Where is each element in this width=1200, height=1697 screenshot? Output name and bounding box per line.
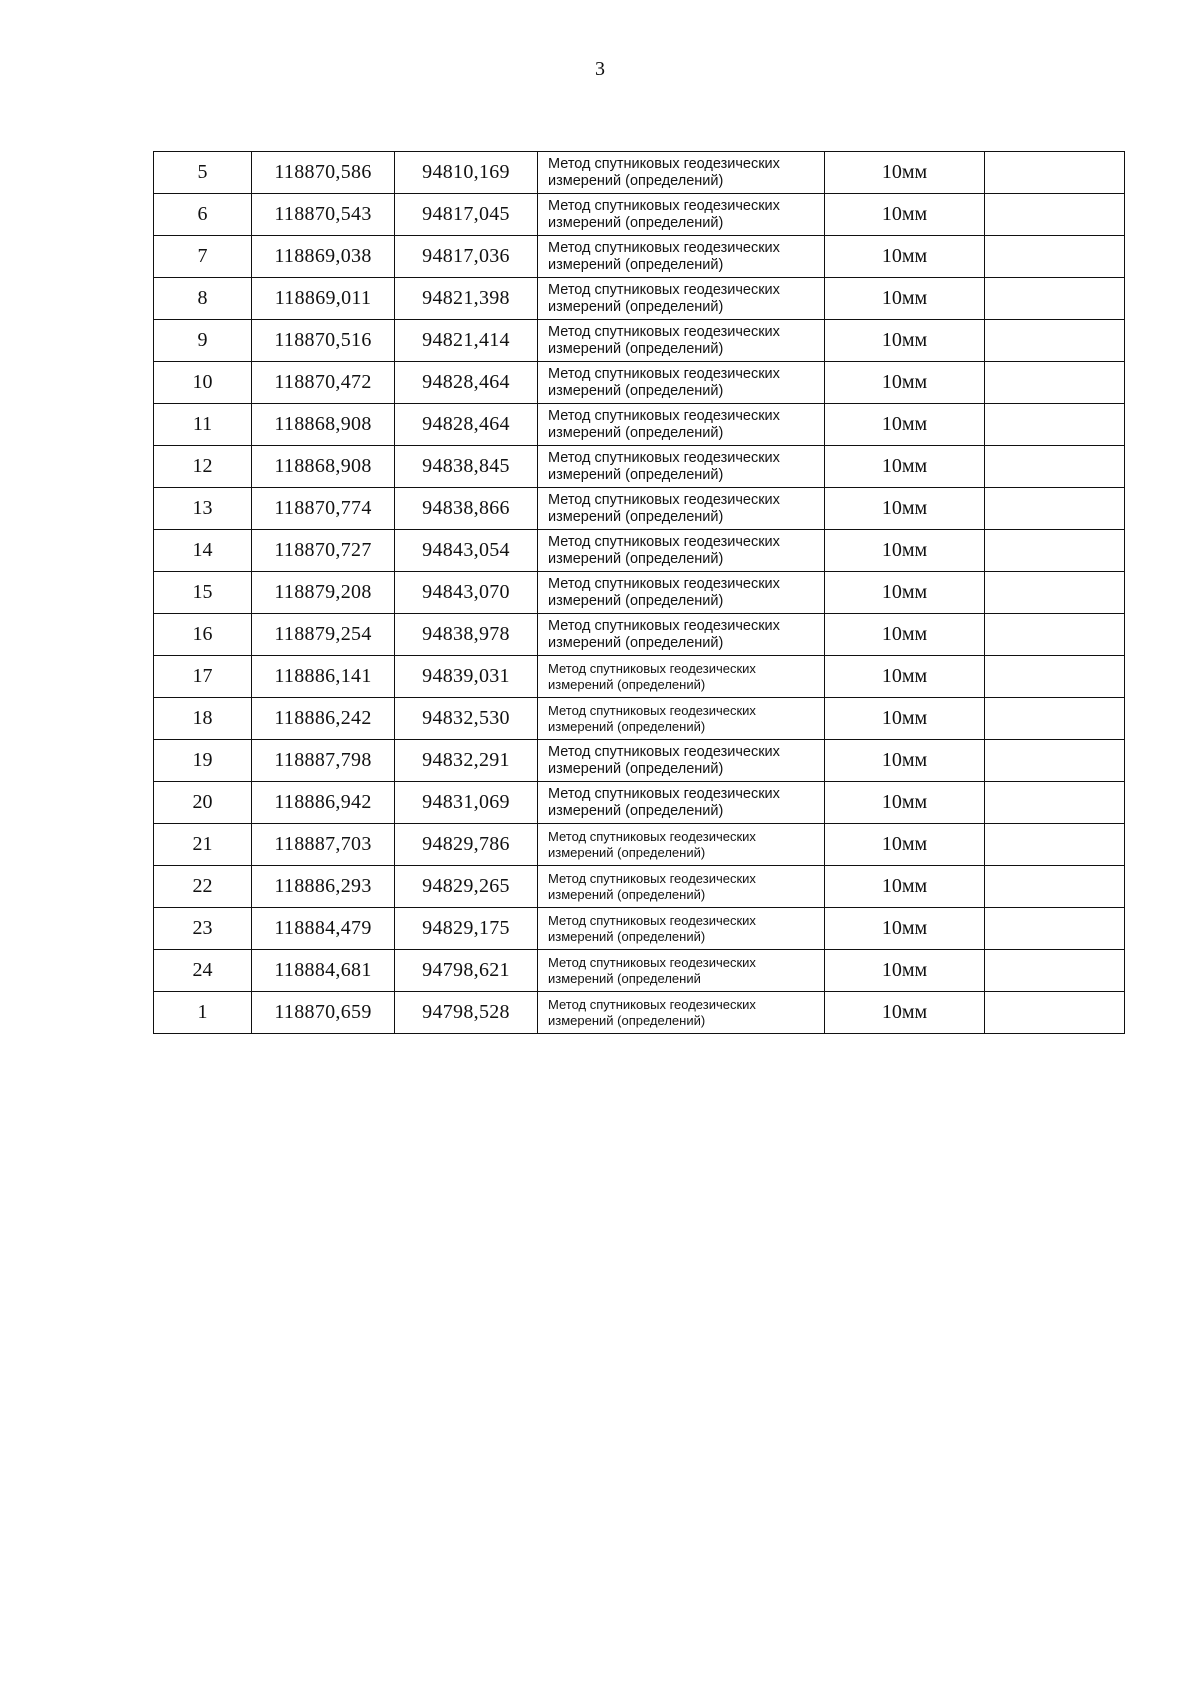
- accuracy-cell: 10мм: [825, 446, 985, 488]
- table-row: [154, 278, 1125, 320]
- y-coordinate-cell: 94831,069: [395, 782, 538, 824]
- point-number-cell: 19: [154, 740, 252, 782]
- method-cell: Метод спутниковых геодезических измерений (определений): [538, 278, 825, 320]
- y-coordinate-cell: 94828,464: [395, 362, 538, 404]
- point-number-cell: 22: [154, 866, 252, 908]
- point-number-cell: 15: [154, 572, 252, 614]
- table-row: [154, 446, 1125, 488]
- y-coordinate-cell: 94838,866: [395, 488, 538, 530]
- accuracy-cell: 10мм: [825, 236, 985, 278]
- accuracy-cell: 10мм: [825, 278, 985, 320]
- y-coordinate-cell: 94838,978: [395, 614, 538, 656]
- accuracy-cell: 10мм: [825, 656, 985, 698]
- method-cell: Метод спутниковых геодезических измерений (определений): [538, 530, 825, 572]
- point-number-cell: 18: [154, 698, 252, 740]
- method-cell: Метод спутниковых геодезических измерений (определений): [538, 992, 825, 1034]
- method-cell: Метод спутниковых геодезических измерений (определений): [538, 362, 825, 404]
- method-cell: Метод спутниковых геодезических измерений (определений): [538, 656, 825, 698]
- y-coordinate-cell: 94798,528: [395, 992, 538, 1034]
- extra-cell: [985, 530, 1125, 572]
- y-coordinate-cell: 94821,398: [395, 278, 538, 320]
- table-row: [154, 992, 1125, 1034]
- x-coordinate-cell: 118887,798: [252, 740, 395, 782]
- y-coordinate-cell: 94843,070: [395, 572, 538, 614]
- method-cell: Метод спутниковых геодезических измерений (определений): [538, 698, 825, 740]
- extra-cell: [985, 866, 1125, 908]
- table-row: [154, 866, 1125, 908]
- table-row: [154, 152, 1125, 194]
- table-row: [154, 740, 1125, 782]
- point-number-cell: 14: [154, 530, 252, 572]
- extra-cell: [985, 950, 1125, 992]
- point-number-cell: 1: [154, 992, 252, 1034]
- accuracy-cell: 10мм: [825, 572, 985, 614]
- table-row: [154, 362, 1125, 404]
- x-coordinate-cell: 118870,659: [252, 992, 395, 1034]
- accuracy-cell: 10мм: [825, 992, 985, 1034]
- extra-cell: [985, 740, 1125, 782]
- extra-cell: [985, 320, 1125, 362]
- extra-cell: [985, 782, 1125, 824]
- x-coordinate-cell: 118886,141: [252, 656, 395, 698]
- y-coordinate-cell: 94810,169: [395, 152, 538, 194]
- table-row: [154, 320, 1125, 362]
- y-coordinate-cell: 94832,530: [395, 698, 538, 740]
- table-row: [154, 782, 1125, 824]
- table-row: [154, 194, 1125, 236]
- table-row: [154, 404, 1125, 446]
- accuracy-cell: 10мм: [825, 194, 985, 236]
- point-number-cell: 23: [154, 908, 252, 950]
- y-coordinate-cell: 94838,845: [395, 446, 538, 488]
- x-coordinate-cell: 118870,472: [252, 362, 395, 404]
- x-coordinate-cell: 118886,942: [252, 782, 395, 824]
- table-row: [154, 572, 1125, 614]
- x-coordinate-cell: 118870,586: [252, 152, 395, 194]
- x-coordinate-cell: 118886,293: [252, 866, 395, 908]
- point-number-cell: 7: [154, 236, 252, 278]
- page-number: 3: [595, 58, 605, 80]
- extra-cell: [985, 992, 1125, 1034]
- accuracy-cell: 10мм: [825, 152, 985, 194]
- extra-cell: [985, 236, 1125, 278]
- method-cell: Метод спутниковых геодезических измерений (определений): [538, 824, 825, 866]
- y-coordinate-cell: 94839,031: [395, 656, 538, 698]
- point-number-cell: 16: [154, 614, 252, 656]
- point-number-cell: 24: [154, 950, 252, 992]
- x-coordinate-cell: 118869,038: [252, 236, 395, 278]
- point-number-cell: 8: [154, 278, 252, 320]
- accuracy-cell: 10мм: [825, 404, 985, 446]
- x-coordinate-cell: 118884,681: [252, 950, 395, 992]
- extra-cell: [985, 404, 1125, 446]
- method-cell: Метод спутниковых геодезических измерений (определений): [538, 782, 825, 824]
- extra-cell: [985, 572, 1125, 614]
- x-coordinate-cell: 118870,774: [252, 488, 395, 530]
- table-body: [154, 152, 1125, 1034]
- extra-cell: [985, 488, 1125, 530]
- point-number-cell: 12: [154, 446, 252, 488]
- y-coordinate-cell: 94843,054: [395, 530, 538, 572]
- method-cell: Метод спутниковых геодезических измерений (определений): [538, 446, 825, 488]
- extra-cell: [985, 362, 1125, 404]
- extra-cell: [985, 152, 1125, 194]
- extra-cell: [985, 278, 1125, 320]
- extra-cell: [985, 656, 1125, 698]
- accuracy-cell: 10мм: [825, 530, 985, 572]
- method-cell: Метод спутниковых геодезических измерений (определений): [538, 320, 825, 362]
- x-coordinate-cell: 118868,908: [252, 446, 395, 488]
- y-coordinate-cell: 94817,045: [395, 194, 538, 236]
- accuracy-cell: 10мм: [825, 824, 985, 866]
- table-row: [154, 824, 1125, 866]
- accuracy-cell: 10мм: [825, 740, 985, 782]
- x-coordinate-cell: 118879,254: [252, 614, 395, 656]
- method-cell: Метод спутниковых геодезических измерений (определений): [538, 740, 825, 782]
- accuracy-cell: 10мм: [825, 488, 985, 530]
- point-number-cell: 10: [154, 362, 252, 404]
- accuracy-cell: 10мм: [825, 782, 985, 824]
- table-row: [154, 530, 1125, 572]
- x-coordinate-cell: 118879,208: [252, 572, 395, 614]
- coordinates-table: [153, 151, 1125, 1034]
- table-row: [154, 698, 1125, 740]
- method-cell: Метод спутниковых геодезических измерений (определений): [538, 866, 825, 908]
- extra-cell: [985, 824, 1125, 866]
- x-coordinate-cell: 118868,908: [252, 404, 395, 446]
- table-row: [154, 236, 1125, 278]
- point-number-cell: 9: [154, 320, 252, 362]
- method-cell: Метод спутниковых геодезических измерений (определений): [538, 488, 825, 530]
- x-coordinate-cell: 118870,543: [252, 194, 395, 236]
- point-number-cell: 5: [154, 152, 252, 194]
- table-row: [154, 614, 1125, 656]
- accuracy-cell: 10мм: [825, 908, 985, 950]
- table-row: [154, 908, 1125, 950]
- accuracy-cell: 10мм: [825, 614, 985, 656]
- y-coordinate-cell: 94829,265: [395, 866, 538, 908]
- x-coordinate-cell: 118869,011: [252, 278, 395, 320]
- y-coordinate-cell: 94821,414: [395, 320, 538, 362]
- x-coordinate-cell: 118884,479: [252, 908, 395, 950]
- y-coordinate-cell: 94832,291: [395, 740, 538, 782]
- table-row: [154, 488, 1125, 530]
- table-row: [154, 950, 1125, 992]
- table-row: [154, 656, 1125, 698]
- y-coordinate-cell: 94817,036: [395, 236, 538, 278]
- method-cell: Метод спутниковых геодезических измерений (определений): [538, 614, 825, 656]
- method-cell: Метод спутниковых геодезических измерений (определений): [538, 152, 825, 194]
- y-coordinate-cell: 94828,464: [395, 404, 538, 446]
- accuracy-cell: 10мм: [825, 950, 985, 992]
- accuracy-cell: 10мм: [825, 698, 985, 740]
- extra-cell: [985, 908, 1125, 950]
- extra-cell: [985, 698, 1125, 740]
- point-number-cell: 11: [154, 404, 252, 446]
- extra-cell: [985, 194, 1125, 236]
- extra-cell: [985, 446, 1125, 488]
- accuracy-cell: 10мм: [825, 320, 985, 362]
- y-coordinate-cell: 94829,175: [395, 908, 538, 950]
- method-cell: Метод спутниковых геодезических измерений (определений): [538, 908, 825, 950]
- accuracy-cell: 10мм: [825, 866, 985, 908]
- x-coordinate-cell: 118886,242: [252, 698, 395, 740]
- x-coordinate-cell: 118870,516: [252, 320, 395, 362]
- point-number-cell: 6: [154, 194, 252, 236]
- accuracy-cell: 10мм: [825, 362, 985, 404]
- point-number-cell: 21: [154, 824, 252, 866]
- method-cell: Метод спутниковых геодезических измерений (определений): [538, 404, 825, 446]
- extra-cell: [985, 614, 1125, 656]
- method-cell: Метод спутниковых геодезических измерений (определений): [538, 194, 825, 236]
- x-coordinate-cell: 118887,703: [252, 824, 395, 866]
- point-number-cell: 13: [154, 488, 252, 530]
- y-coordinate-cell: 94798,621: [395, 950, 538, 992]
- point-number-cell: 17: [154, 656, 252, 698]
- y-coordinate-cell: 94829,786: [395, 824, 538, 866]
- point-number-cell: 20: [154, 782, 252, 824]
- method-cell: Метод спутниковых геодезических измерений (определений): [538, 236, 825, 278]
- method-cell: Метод спутниковых геодезических измерений (определений: [538, 950, 825, 992]
- x-coordinate-cell: 118870,727: [252, 530, 395, 572]
- method-cell: Метод спутниковых геодезических измерений (определений): [538, 572, 825, 614]
